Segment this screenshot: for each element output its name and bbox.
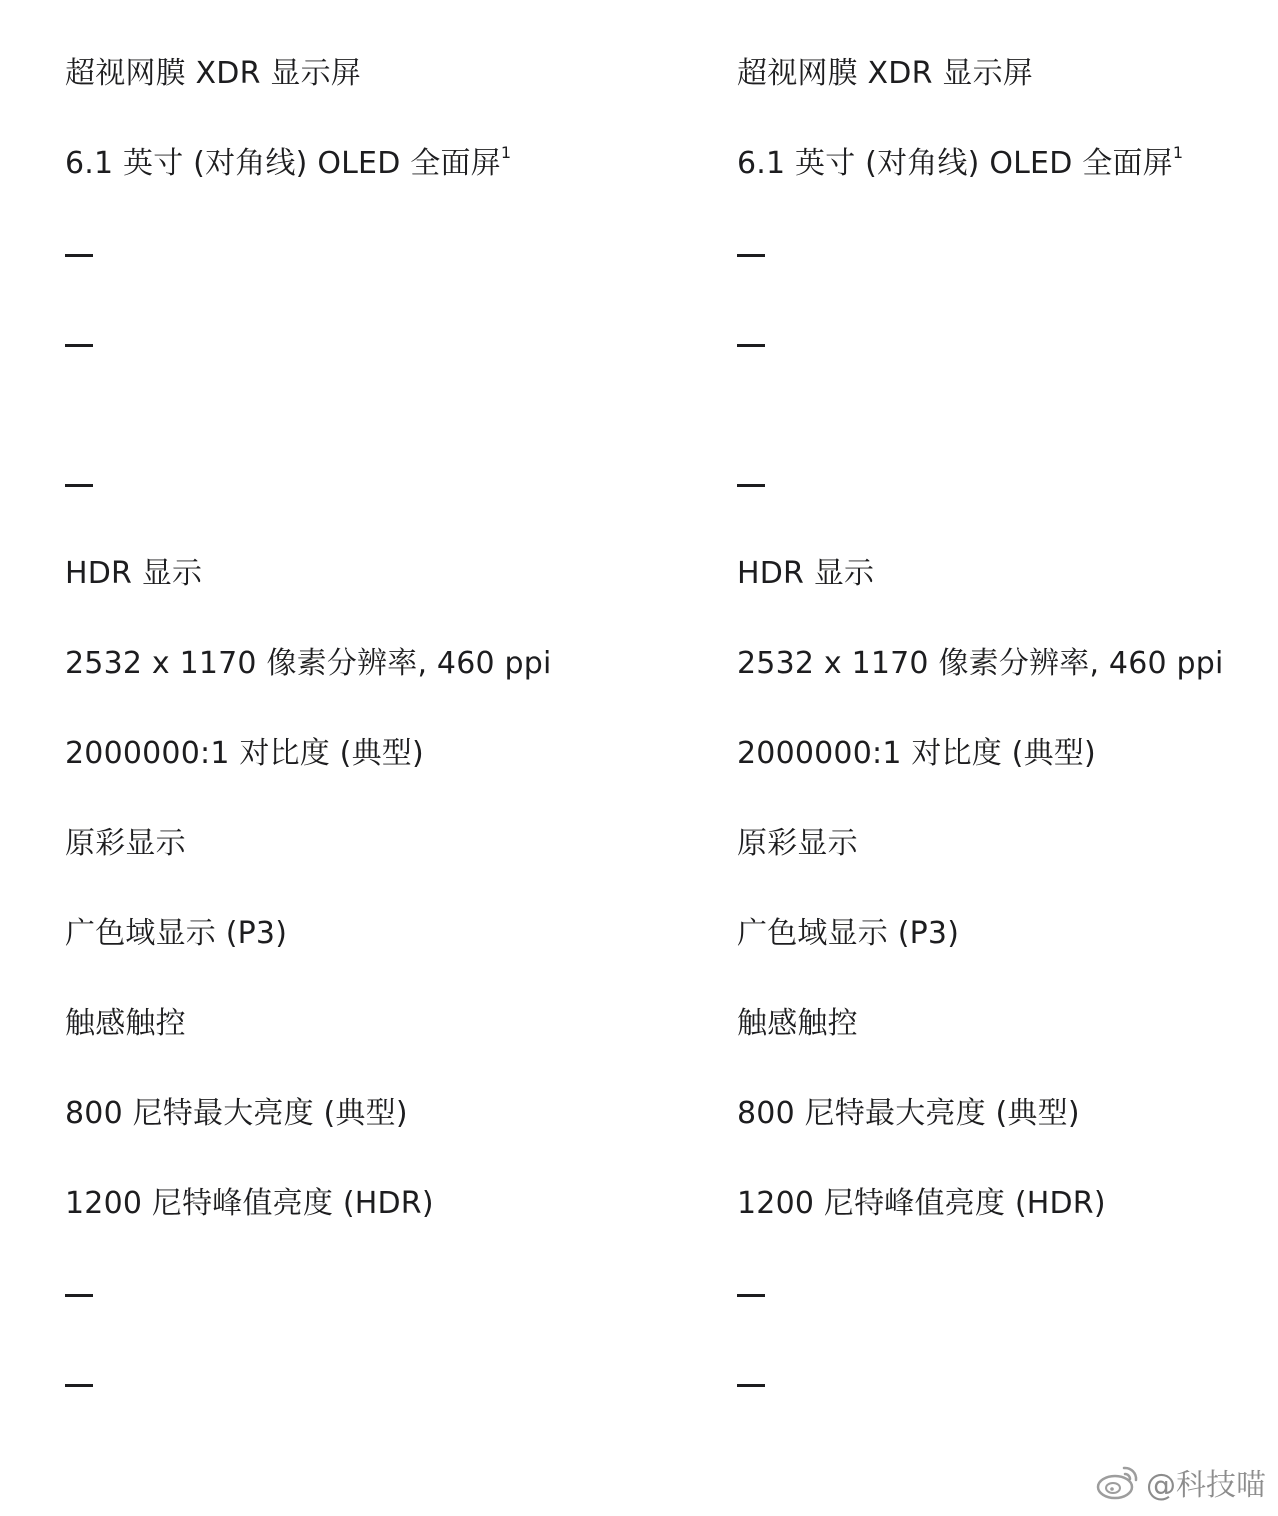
not-available-dash — [737, 1294, 765, 1297]
not-available-dash — [65, 1384, 93, 1387]
not-available-dash — [65, 344, 93, 347]
weibo-icon — [1094, 1463, 1140, 1501]
not-available-dash — [737, 254, 765, 257]
wide-color: 广色域显示 (P3) — [65, 916, 288, 951]
display-size-text: 6.1 英寸 (对角线) OLED 全面屏 — [65, 146, 501, 181]
hdr-display: HDR 显示 — [737, 556, 875, 591]
footnote-marker: 1 — [500, 143, 512, 162]
display-size — [65, 144, 511, 184]
true-tone: 原彩显示 — [737, 826, 858, 861]
wide-color: 广色域显示 (P3) — [737, 916, 960, 951]
max-brightness: 800 尼特最大亮度 (典型) — [737, 1096, 1080, 1131]
resolution: 2532 x 1170 像素分辨率, 460 ppi — [737, 646, 1224, 681]
haptic-touch: 触感触控 — [65, 1006, 186, 1041]
footnote-marker: 1 — [1172, 143, 1184, 162]
watermark — [1094, 1462, 1266, 1502]
not-available-dash — [65, 1294, 93, 1297]
not-available-dash — [737, 1384, 765, 1387]
haptic-touch: 触感触控 — [737, 1006, 858, 1041]
peak-brightness: 1200 尼特峰值亮度 (HDR) — [737, 1186, 1106, 1221]
peak-brightness: 1200 尼特峰值亮度 (HDR) — [65, 1186, 434, 1221]
display-size — [737, 144, 1183, 184]
watermark-text: @科技喵 — [1146, 1468, 1266, 1503]
not-available-dash — [65, 484, 93, 487]
max-brightness: 800 尼特最大亮度 (典型) — [65, 1096, 408, 1131]
hdr-display: HDR 显示 — [65, 556, 203, 591]
true-tone: 原彩显示 — [65, 826, 186, 861]
display-name: 超视网膜 XDR 显示屏 — [65, 56, 361, 91]
contrast-ratio: 2000000:1 对比度 (典型) — [737, 736, 1096, 771]
display-name: 超视网膜 XDR 显示屏 — [737, 56, 1033, 91]
display-size-text: 6.1 英寸 (对角线) OLED 全面屏 — [737, 146, 1173, 181]
contrast-ratio: 2000000:1 对比度 (典型) — [65, 736, 424, 771]
resolution: 2532 x 1170 像素分辨率, 460 ppi — [65, 646, 552, 681]
not-available-dash — [65, 254, 93, 257]
not-available-dash — [737, 344, 765, 347]
not-available-dash — [737, 484, 765, 487]
